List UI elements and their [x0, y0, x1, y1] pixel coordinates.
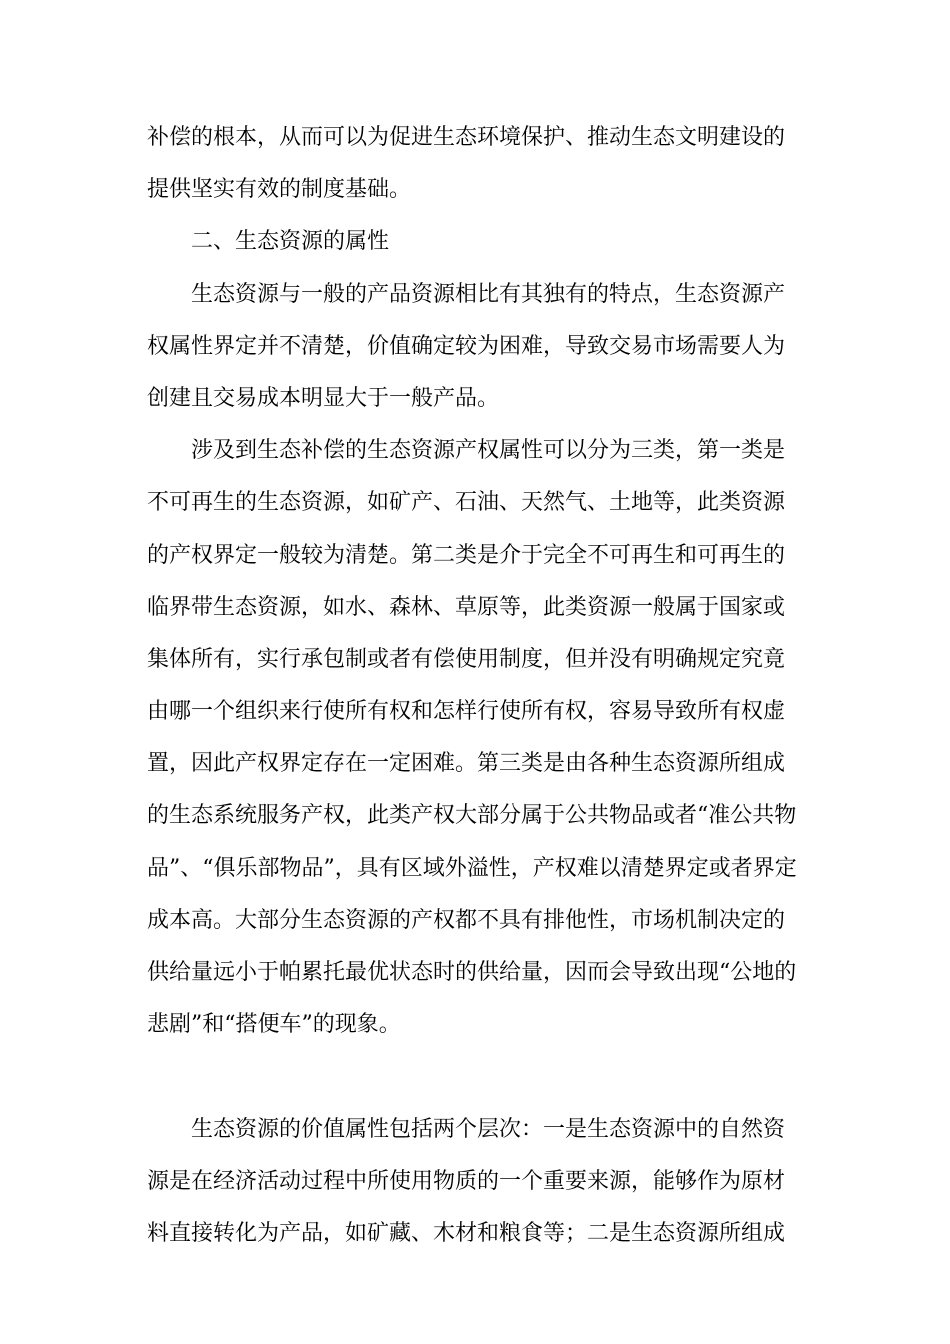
text-line: 供给量远小于帕累托最优状态时的供给量，因而会导致出现“公地的: [147, 960, 797, 985]
text-line: 生态资源与一般的产品资源相比有其独有的特点，生态资源产: [191, 281, 786, 307]
paragraph-continuation: [147, 112, 807, 216]
text-line: 权属性界定并不清楚，价值确定较为困难，导致交易市场需要人为: [147, 333, 786, 359]
text-line: 生态资源的价值属性包括两个层次：一是生态资源中的自然资: [191, 1116, 786, 1142]
text-line: 提供坚实有效的制度基础。: [147, 177, 412, 203]
text-line: 的生态系统服务产权，此类产权大部分属于公共物品或者“准公共物: [147, 803, 797, 829]
section-heading-text: 二、生态资源的属性: [191, 229, 390, 255]
text-line: 料直接转化为产品，如矿藏、木材和粮食等；二是生态资源所组成: [147, 1220, 786, 1246]
text-line: 集体所有，实行承包制或者有偿使用制度，但并没有明确规定究竟: [147, 646, 786, 672]
text-line: 源是在经济活动过程中所使用物质的一个重要来源，能够作为原材: [147, 1168, 786, 1194]
text-line: 创建且交易成本明显大于一般产品。: [147, 385, 500, 411]
text-line: 品”、“俱乐部物品”，具有区域外溢性，产权难以清楚界定或者界定: [147, 855, 797, 881]
document-body: [147, 112, 807, 1260]
text-line: 由哪一个组织来行使所有权和怎样行使所有权，容易导致所有权虚: [147, 699, 786, 725]
text-line: 不可再生的生态资源，如矿产、石油、天然气、土地等，此类资源: [147, 490, 786, 516]
text-line: 悲剧”和“搭便车”的现象。: [147, 1012, 401, 1038]
text-line: 置，因此产权界定存在一定困难。第三类是由各种生态资源所组成: [147, 751, 786, 777]
paragraph: [147, 425, 807, 1103]
paragraph: [147, 1104, 807, 1261]
text-line: 涉及到生态补偿的生态资源产权属性可以分为三类，第一类是: [191, 438, 786, 464]
text-line: [147, 1051, 807, 1103]
text-line: 补偿的根本，从而可以为促进生态环境保护、推动生态文明建设的: [147, 125, 786, 150]
text-line: 成本高。大部分生态资源的产权都不具有排他性，市场机制决定的: [147, 907, 786, 933]
section-heading: [147, 216, 807, 268]
paragraph: [147, 269, 807, 426]
text-line: 的产权界定一般较为清楚。第二类是介于完全不可再生和可再生的: [147, 542, 786, 568]
text-line: 临界带生态资源，如水、森林、草原等，此类资源一般属于国家或: [147, 594, 786, 620]
